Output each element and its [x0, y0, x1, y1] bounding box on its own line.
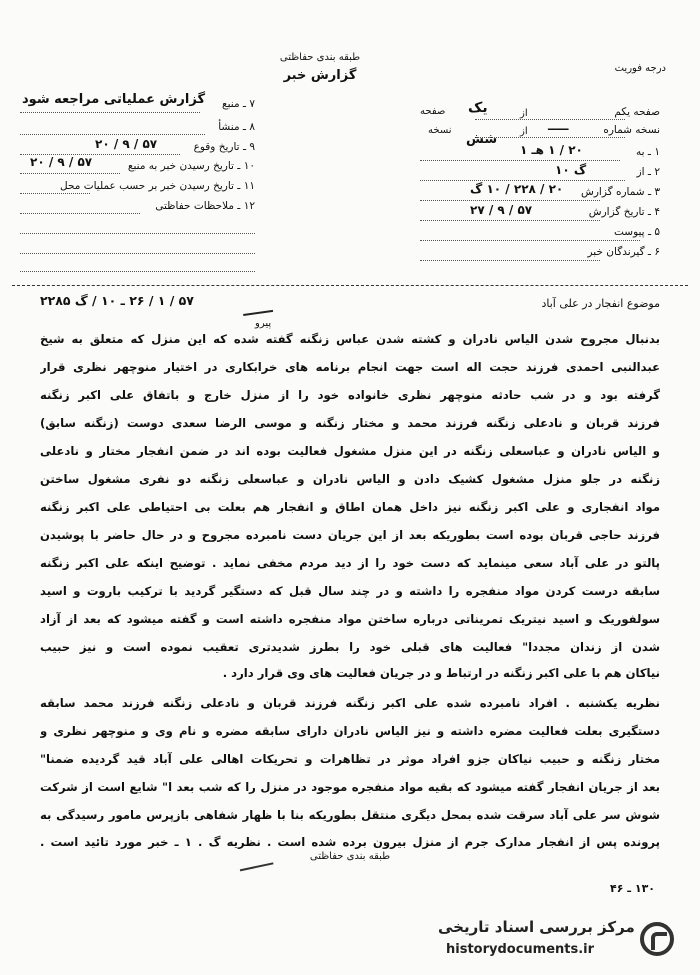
field-copy: نسخه شماره [603, 124, 660, 136]
watermark-title: مرکز بررسی اسناد تاریخی [438, 918, 635, 936]
body-line: نیاکان هم با علی اکبر زنگنه در ارتباط و در جریان فعالیت های وی قرار دارد . [222, 666, 660, 680]
body-line: و الیاس نادران و عباسعلی زنگنه در این منزل مشغول فعالیت بوده اند در ضمن انفجار مختار و نادعلی [40, 444, 660, 458]
field-source-label: ۷ ـ منبع [222, 98, 255, 110]
field-page-mid: از [520, 108, 528, 119]
field-recipients-label: ۶ ـ گیرندگان خبر [587, 246, 660, 258]
body-line: زنگنه در جلو منزل مشغول کشیک دادن و الیاس نادران و عباسعلی زنگنه دو نفری مشغول ساختن [40, 472, 660, 486]
assessment-line: مختار زنگنه و حبیب نیاکان جزو افراد موثر در تظاهرات و تحریکات اهالی علی آباد قید گردیده ضمنا" [40, 752, 660, 766]
signature-scribble [241, 294, 273, 316]
footer-signature [237, 847, 274, 872]
archive-logo-mark [651, 932, 667, 950]
body-line: عبدالنبی احمدی فرزند حجت اله است جهت انجام برنامه های خرابکاری در اختیار منوچهر نظری قرار [40, 360, 660, 374]
classification-bottom: طبقه بندی حفاظتی [309, 851, 391, 862]
body-line: سولفوریک و اسید نیتریک تمریناتی درباره ساختن مواد منفجره داشته است و گفته میشود که بعد از آزاد [40, 612, 660, 626]
body-line: فرزند قربان و نادعلی زنگنه فرزند محمد و مختار زنگنه و موسی الرضا سعدی دوست (زنگنه سابق) [40, 416, 660, 430]
body-line: پالتو در علی آباد سعی مینماید که دست خود را از دید مردم مخفی نماید . توضیح اینکه علی اکبر زنگنه [40, 556, 660, 570]
body-line: مواد انفجاری و علی اکبر زنگنه نیز داخل همان اطاق و انفجار هم بعلت بی احتیاطی علی اکبر زنگنه [40, 500, 660, 514]
field-event-date-value: ۵۷ / ۹ / ۲۰ [95, 137, 158, 151]
field-source-value: گزارش عملیاتی مراجعه شود [22, 92, 206, 107]
field-from-label: ۲ ـ از [636, 166, 660, 178]
field-from-value: گ ۱۰ [555, 163, 587, 177]
report-title: گزارش خبر [283, 68, 357, 83]
body-line: بدنبال مجروح شدن الیاس نادران و کشته شدن عباس زنگنه گفته شده که این منزل که متعلق به شیخ [40, 332, 660, 346]
subject-label: موضوع انفجار در علی آباد [541, 297, 660, 310]
field-copy-end: نسخه [428, 125, 452, 136]
body-line: گرفته بود و در شب حادثه منوچهر نظری خانواده خود را از منزل خارج و باتفاق علی اکبر زنگنه [40, 388, 660, 402]
body-line: فرزند حاجی قربان بوده است بطوریکه بعد از این جریان دست نامبرده مجروح و در حال حاضر با پوشیدن [40, 528, 660, 542]
subject-margin-note: پیرو [255, 318, 272, 329]
field-ops-date-label: ۱۱ ـ تاریخ رسیدن خبر بر حسب عملیات محل [60, 180, 255, 192]
field-origin-label: ۸ ـ منشأ [218, 121, 255, 133]
field-page: صفحه یکم [614, 106, 660, 118]
subject-ref-number: ۵۷ / ۱ / ۲۶ ـ ۱۰ / گ ۲۲۸۵ [40, 293, 194, 308]
field-copy-total: شش [466, 132, 498, 147]
field-attachment-label: ۵ ـ پیوست [613, 226, 660, 238]
assessment-line: نظریه یکشنبه . افراد نامبرده شده علی اکبر زنگنه فرزند قربان و نادعلی زنگنه فرزند محمد سابقه [40, 696, 660, 710]
assessment-line: بعد از جریان انفجار گفته میشود که بقیه مواد منفجره موجود در منزل را که شب بعد ا" شایع است از شرکت [40, 780, 660, 794]
assessment-line: شوش سر علی آباد سرقت شده بمحل دیگری منتقل بطوریکه بنا با ظهار شفاهی بازپرس مامور رسیدگی به [40, 808, 660, 822]
field-arrival-date-label: ۱۰ ـ تاریخ رسیدن خبر به منبع [127, 160, 255, 172]
assessment-line: پرونده پس از انفجار مدارک جرم از منزل بیرون برده شده است . نظریه گ . ۱ ـ خبر مورد تائید است . [40, 835, 660, 849]
assessment-line: دستگیری بعلت فعالیت مضره داشته و نیز الیاس نادران دارای سابقه مضره و نام وی و منوچهر نظری و [40, 724, 660, 738]
field-page-value: یک [468, 100, 488, 116]
urgency-label: درجه فوریت [614, 63, 666, 74]
field-copy-value: ـــــ [548, 119, 569, 133]
field-report-date-label: ۴ ـ تاریخ گزارش [588, 206, 660, 218]
field-arrival-date-value: ۵۷ / ۹ / ۲۰ [30, 155, 93, 169]
field-copy-mid: از [520, 126, 528, 137]
field-to-value: ۲۰ / ۱ هـ ۱ [520, 143, 583, 157]
watermark-url: historydocuments.ir [446, 942, 595, 957]
body-line: شدن از زندان مجددا" فعالیت های قبلی خود را بطرز شدیدتری تعقیب نموده است و نیز حبیب [40, 640, 660, 654]
page-code: ۱۳۰ ـ ۴۶ [610, 882, 656, 895]
body-line: سابقه درست کردن مواد منفجره را داشته و در چند سال قبل که دستگیر گردید با ترکیب باروت و اسید [40, 584, 660, 598]
field-to-label: ۱ ـ به [636, 146, 660, 158]
field-report-date-value: ۵۷ / ۹ / ۲۷ [470, 203, 533, 217]
field-report-number-value: ۲۰ / ۲۲۸ / ۱۰ گ [470, 182, 564, 196]
field-event-date-label: ۹ ـ تاریخ وقوع [193, 141, 255, 153]
field-security-notes-label: ۱۲ ـ ملاحظات حفاظتی [155, 200, 255, 212]
section-divider [12, 285, 688, 286]
field-report-number-label: ۳ ـ شماره گزارش [581, 186, 660, 198]
field-page-end: صفحه [420, 106, 446, 117]
classification-top: طبقه بندی حفاظتی [279, 52, 361, 63]
